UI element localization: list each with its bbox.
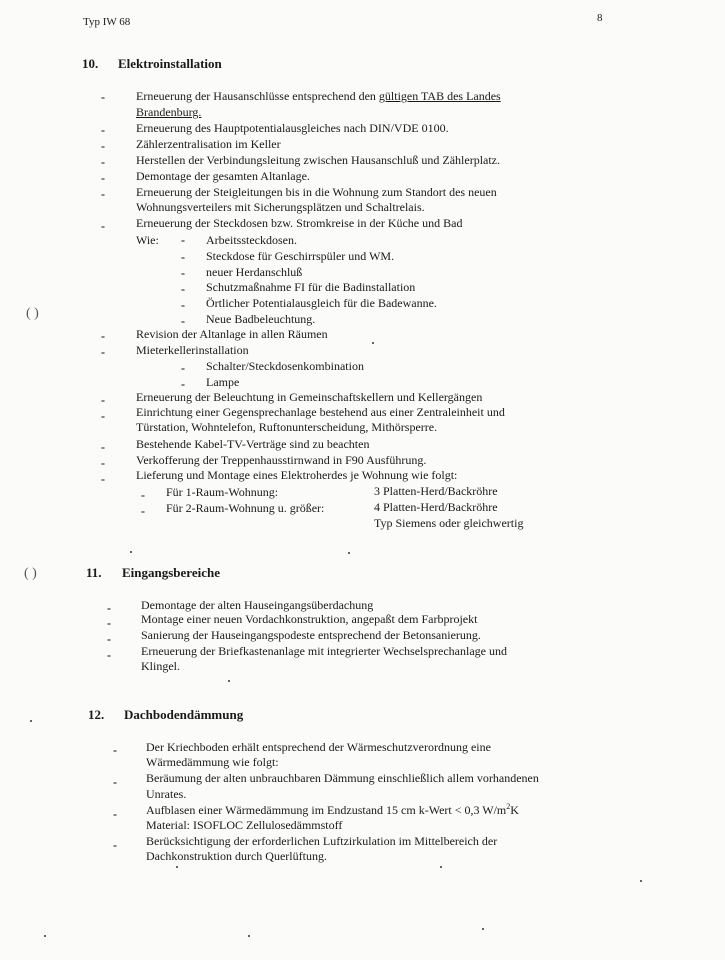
list-item: Lieferung und Montage eines Elektroherdes je Wohnung wie folgt: [136, 468, 458, 482]
bullet-dash: - [181, 233, 185, 247]
list-item: Berücksichtigung der erforderlichen Luftzirkulation im Mittelbereich der [146, 834, 498, 848]
list-item-cont: Türstation, Wohntelefon, Ruftonunterscheidung, Mithörsperre. [136, 420, 438, 434]
scan-speck [348, 552, 350, 554]
scan-speck [248, 935, 250, 937]
bullet-dash: - [181, 282, 185, 296]
bullet-dash: - [101, 219, 105, 233]
list-item: Sanierung der Hauseingangspodeste entsprechend der Betonsanierung. [141, 628, 481, 642]
scan-speck [228, 680, 230, 682]
sub-item: Schutzmaßnahme FI für die Badinstallation [206, 280, 416, 294]
bullet-dash: - [101, 329, 105, 343]
page-number: 8 [597, 12, 603, 24]
bullet-dash: - [101, 139, 105, 153]
sub-item: Schalter/Steckdosenkombination [206, 359, 364, 373]
bullet-dash: - [101, 171, 105, 185]
scan-speck [30, 720, 32, 722]
section-title: Dachbodendämmung [124, 707, 244, 722]
bullet-dash: - [101, 90, 105, 104]
list-item-cont: Unrates. [146, 787, 187, 801]
bullet-dash: - [101, 393, 105, 407]
bullet-dash: - [181, 361, 185, 375]
list-item: Einrichtung einer Gegensprechanlage bestehend aus einer Zentraleinheit und [136, 405, 505, 419]
bullet-dash: - [181, 377, 185, 391]
scan-speck [372, 342, 374, 344]
bullet-dash: - [113, 743, 117, 757]
bullet-dash: - [113, 807, 117, 821]
section-12-heading [88, 707, 243, 723]
stove-row-label: Für 1-Raum-Wohnung: [166, 485, 279, 499]
bullet-dash: - [101, 187, 105, 201]
section-title: Elektroinstallation [118, 56, 222, 71]
bullet-dash: - [141, 488, 145, 502]
list-item: Mieterkellerinstallation [136, 343, 249, 357]
section-11-heading [86, 565, 220, 581]
list-item: Erneuerung der Briefkastenanlage mit integrierter Wechselsprechanlage und [141, 644, 507, 658]
bullet-dash: - [101, 155, 105, 169]
sub-item: neuer Herdanschluß [206, 265, 303, 279]
bullet-dash: - [181, 298, 185, 312]
wie-label: Wie: [136, 233, 159, 247]
scan-speck [482, 928, 484, 930]
section-number: 10. [82, 56, 99, 71]
list-item: Erneuerung des Hauptpotentialausgleiches nach DIN/VDE 0100. [136, 121, 449, 135]
doc-type-label: Typ IW 68 [83, 16, 131, 28]
bullet-dash: - [101, 456, 105, 470]
list-item: Herstellen der Verbindungsleitung zwischen Hausanschluß und Zählerplatz. [136, 153, 501, 167]
list-item: Montage einer neuen Vordachkonstruktion, angepaßt dem Farbprojekt [141, 612, 478, 626]
list-item: Demontage der gesamten Altanlage. [136, 169, 310, 183]
section-number: 12. [88, 707, 105, 722]
list-item: Erneuerung der Steigleitungen bis in die Wohnung zum Standort des neuen [136, 185, 497, 199]
list-item: Beräumung der alten unbrauchbaren Dämmung einschließlich allem vorhandenen [146, 771, 539, 785]
list-item: Der Kriechboden erhält entsprechend der Wärmeschutzverordnung eine [146, 740, 491, 754]
sub-item: Örtlicher Potentialausgleich für die Badewanne. [206, 296, 437, 310]
sub-item: Arbeitssteckdosen. [206, 233, 297, 247]
scan-speck [44, 935, 46, 937]
list-item-cont: Klingel. [141, 659, 180, 673]
scan-speck [440, 866, 442, 868]
stove-row-value: 3 Platten-Herd/Backröhre [374, 484, 498, 498]
list-item-cont: Wärmedämmung wie folgt: [146, 755, 279, 769]
list-item: Demontage der alten Hauseingangsüberdachung [141, 598, 374, 612]
bullet-dash: - [107, 616, 111, 630]
list-item-cont: Dachkonstruktion durch Querlüftung. [146, 849, 327, 863]
bullet-dash: - [181, 314, 185, 328]
stove-row-value: Typ Siemens oder gleichwertig [374, 516, 524, 530]
section-10-heading [82, 56, 222, 72]
list-item: Revision der Altanlage in allen Räumen [136, 327, 328, 341]
sub-item: Neue Badbeleuchtung. [206, 312, 316, 326]
list-item: Verkofferung der Treppenhausstirnwand in F90 Ausführung. [136, 453, 427, 467]
list-item: Erneuerung der Steckdosen bzw. Stromkreise in der Küche und Bad [136, 216, 463, 230]
bullet-dash: - [107, 601, 111, 615]
section-number: 11. [86, 565, 102, 580]
stove-row-value: 4 Platten-Herd/Backröhre [374, 500, 498, 514]
stove-row-label: Für 2-Raum-Wohnung u. größer: [166, 501, 325, 515]
bullet-dash: - [181, 266, 185, 280]
bullet-dash: - [181, 250, 185, 264]
bullet-dash: - [141, 504, 145, 518]
scan-speck [130, 551, 132, 553]
sub-item: Steckdose für Geschirrspüler und WM. [206, 249, 395, 263]
bullet-dash: - [101, 440, 105, 454]
bullet-dash: - [113, 838, 117, 852]
punch-hole-mark: ( ) [26, 306, 39, 321]
bullet-dash: - [107, 648, 111, 662]
list-item-cont: Material: ISOFLOC Zellulosedämmstoff [146, 818, 343, 832]
list-item-cont: Wohnungsverteilers mit Sicherungsplätzen und Schaltrelais. [136, 200, 425, 214]
bullet-dash: - [101, 472, 105, 486]
scan-speck [176, 866, 178, 868]
list-item: Aufblasen einer Wärmedämmung im Endzustand 15 cm k-Wert < 0,3 $W/m^2K$ [146, 802, 519, 817]
list-item: Zählerzentralisation im Keller [136, 137, 281, 151]
bullet-dash: - [101, 409, 105, 423]
list-item: Erneuerung der Hausanschlüsse entsprechend den gültigen TAB des Landes [136, 89, 501, 103]
punch-hole-mark: ( ) [24, 566, 37, 581]
list-item: Erneuerung der Beleuchtung in Gemeinschaftskellern und Kellergängen [136, 390, 483, 404]
bullet-dash: - [101, 123, 105, 137]
sub-item: Lampe [206, 375, 240, 389]
list-item-cont: Brandenburg. [136, 105, 202, 119]
scan-speck [640, 880, 642, 882]
bullet-dash: - [101, 345, 105, 359]
bullet-dash: - [107, 632, 111, 646]
bullet-dash: - [113, 775, 117, 789]
list-item: Bestehende Kabel-TV-Verträge sind zu beachten [136, 437, 370, 451]
section-title: Eingangsbereiche [122, 565, 220, 580]
